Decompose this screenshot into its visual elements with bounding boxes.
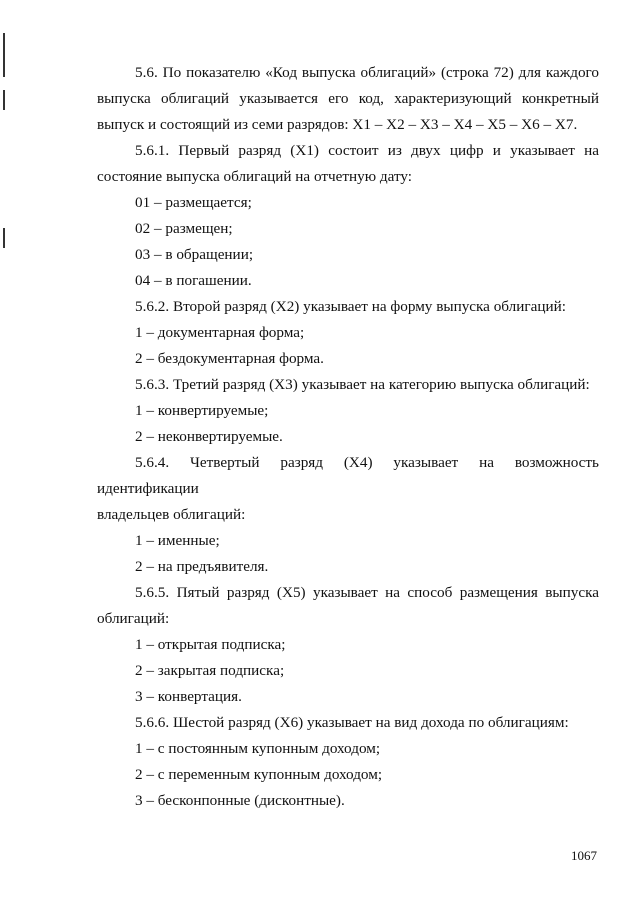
paragraph [97,580,599,632]
paragraph-line: 5.6.4. Четвертый разряд (X4) указывает на возможность идентификации [97,454,599,497]
paragraph-line: 5.6. По показателю «Код выпуска облигаций» (строка 72) для каждого [135,64,599,81]
paragraph [97,138,599,190]
list-item: 04 – в погашении. [135,272,252,289]
paragraph-line: владельцев облигаций: [97,506,246,523]
list-item: 1 – открытая подписка; [135,636,286,653]
list-item: 2 – на предъявителя. [135,558,269,575]
list-item: 01 – размещается; [135,194,252,211]
document-body [97,60,599,814]
list-item: 03 – в обращении; [135,246,254,263]
list-item: 2 – закрытая подписка; [135,662,285,679]
list-item: 5.6.3. Третий разряд (X3) указывает на категорию выпуска облигаций: [135,376,590,393]
list-item: 2 – бездокументарная форма. [135,350,324,367]
list-item: 1 – именные; [135,532,220,549]
paragraph-line: выпуск и состоящий из семи разрядов: X1 – X2 – X3 – X4 – X5 – X6 – X7. [97,116,578,133]
margin-bar [3,228,5,248]
margin-bar [3,90,5,110]
list-item: 2 – неконвертируемые. [135,428,283,445]
paragraph [97,450,599,528]
list-item: 2 – с переменным купонным доходом; [135,766,383,783]
list-item: 1 – с постоянным купонным доходом; [135,740,381,757]
paragraph-line: 5.6.1. Первый разряд (X1) состоит из двух цифр и указывает на [135,142,599,159]
list-item: 5.6.2. Второй разряд (X2) указывает на форму выпуска облигаций: [135,298,566,315]
margin-bar [3,33,5,77]
paragraph-line: выпуска облигаций указывается его код, характеризующий конкретный [97,90,599,107]
page-number: 1067 [571,848,597,863]
paragraph-line: облигаций: [97,610,170,627]
list-item: 3 – бесконпонные (дисконтные). [135,792,345,809]
paragraph-line: 5.6.5. Пятый разряд (X5) указывает на способ размещения выпуска [135,584,599,601]
paragraph [97,60,599,138]
paragraph-line: состояние выпуска облигаций на отчетную дату: [97,168,412,185]
list-item: 5.6.6. Шестой разряд (X6) указывает на вид дохода по облигациям: [135,714,569,731]
list-item: 3 – конвертация. [135,688,242,705]
list-item: 1 – документарная форма; [135,324,305,341]
list-item: 1 – конвертируемые; [135,402,269,419]
list-item: 02 – размещен; [135,220,233,237]
